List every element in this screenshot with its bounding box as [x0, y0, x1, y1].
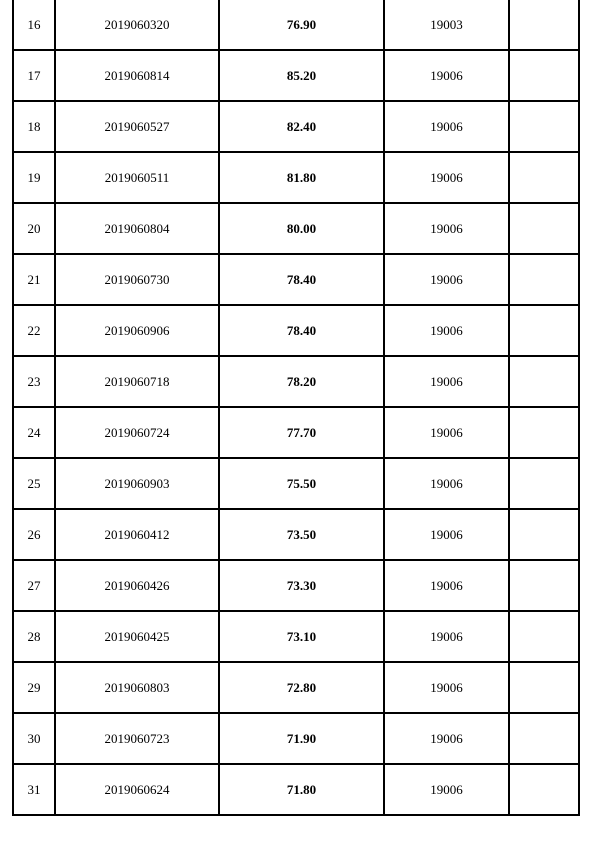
results-table-container	[12, 0, 578, 816]
candidate-id-cell: 2019060803	[55, 662, 219, 713]
table-row	[13, 509, 579, 560]
candidate-id-cell: 2019060718	[55, 356, 219, 407]
code-cell: 19003	[384, 0, 509, 50]
note-cell	[509, 560, 579, 611]
code-cell: 19006	[384, 152, 509, 203]
table-row	[13, 101, 579, 152]
candidate-id-cell: 2019060425	[55, 611, 219, 662]
note-cell	[509, 509, 579, 560]
table-row	[13, 713, 579, 764]
score-cell: 85.20	[219, 50, 384, 101]
candidate-id-cell: 2019060624	[55, 764, 219, 815]
score-cell: 81.80	[219, 152, 384, 203]
candidate-id-cell: 2019060320	[55, 0, 219, 50]
candidate-id-cell: 2019060814	[55, 50, 219, 101]
row-index-cell: 25	[13, 458, 55, 509]
score-cell: 73.30	[219, 560, 384, 611]
score-cell: 71.80	[219, 764, 384, 815]
code-cell: 19006	[384, 101, 509, 152]
candidate-id-cell: 2019060903	[55, 458, 219, 509]
table-row	[13, 0, 579, 50]
score-cell: 78.20	[219, 356, 384, 407]
row-index-cell: 27	[13, 560, 55, 611]
code-cell: 19006	[384, 509, 509, 560]
code-cell: 19006	[384, 611, 509, 662]
note-cell	[509, 611, 579, 662]
table-row	[13, 254, 579, 305]
code-cell: 19006	[384, 356, 509, 407]
code-cell: 19006	[384, 662, 509, 713]
row-index-cell: 20	[13, 203, 55, 254]
row-index-cell: 24	[13, 407, 55, 458]
score-cell: 72.80	[219, 662, 384, 713]
results-table	[12, 0, 580, 816]
note-cell	[509, 152, 579, 203]
candidate-id-cell: 2019060511	[55, 152, 219, 203]
note-cell	[509, 407, 579, 458]
candidate-id-cell: 2019060804	[55, 203, 219, 254]
score-cell: 73.10	[219, 611, 384, 662]
table-row	[13, 356, 579, 407]
row-index-cell: 17	[13, 50, 55, 101]
table-row	[13, 203, 579, 254]
note-cell	[509, 356, 579, 407]
row-index-cell: 28	[13, 611, 55, 662]
note-cell	[509, 662, 579, 713]
note-cell	[509, 254, 579, 305]
results-table-body	[13, 0, 579, 815]
note-cell	[509, 764, 579, 815]
code-cell: 19006	[384, 305, 509, 356]
note-cell	[509, 203, 579, 254]
code-cell: 19006	[384, 713, 509, 764]
code-cell: 19006	[384, 458, 509, 509]
candidate-id-cell: 2019060723	[55, 713, 219, 764]
row-index-cell: 23	[13, 356, 55, 407]
code-cell: 19006	[384, 254, 509, 305]
code-cell: 19006	[384, 560, 509, 611]
score-cell: 78.40	[219, 254, 384, 305]
score-cell: 73.50	[219, 509, 384, 560]
table-row	[13, 764, 579, 815]
table-row	[13, 560, 579, 611]
note-cell	[509, 458, 579, 509]
code-cell: 19006	[384, 203, 509, 254]
note-cell	[509, 713, 579, 764]
table-row	[13, 152, 579, 203]
table-row	[13, 407, 579, 458]
score-cell: 82.40	[219, 101, 384, 152]
row-index-cell: 22	[13, 305, 55, 356]
note-cell	[509, 50, 579, 101]
note-cell	[509, 101, 579, 152]
candidate-id-cell: 2019060412	[55, 509, 219, 560]
note-cell	[509, 305, 579, 356]
table-row	[13, 458, 579, 509]
row-index-cell: 26	[13, 509, 55, 560]
table-row	[13, 305, 579, 356]
score-cell: 77.70	[219, 407, 384, 458]
candidate-id-cell: 2019060527	[55, 101, 219, 152]
score-cell: 80.00	[219, 203, 384, 254]
candidate-id-cell: 2019060730	[55, 254, 219, 305]
row-index-cell: 21	[13, 254, 55, 305]
row-index-cell: 31	[13, 764, 55, 815]
table-row	[13, 611, 579, 662]
candidate-id-cell: 2019060426	[55, 560, 219, 611]
score-cell: 78.40	[219, 305, 384, 356]
score-cell: 75.50	[219, 458, 384, 509]
row-index-cell: 16	[13, 0, 55, 50]
note-cell	[509, 0, 579, 50]
candidate-id-cell: 2019060724	[55, 407, 219, 458]
code-cell: 19006	[384, 407, 509, 458]
row-index-cell: 29	[13, 662, 55, 713]
row-index-cell: 19	[13, 152, 55, 203]
code-cell: 19006	[384, 764, 509, 815]
score-cell: 71.90	[219, 713, 384, 764]
table-row	[13, 662, 579, 713]
score-cell: 76.90	[219, 0, 384, 50]
table-row	[13, 50, 579, 101]
candidate-id-cell: 2019060906	[55, 305, 219, 356]
row-index-cell: 18	[13, 101, 55, 152]
code-cell: 19006	[384, 50, 509, 101]
row-index-cell: 30	[13, 713, 55, 764]
